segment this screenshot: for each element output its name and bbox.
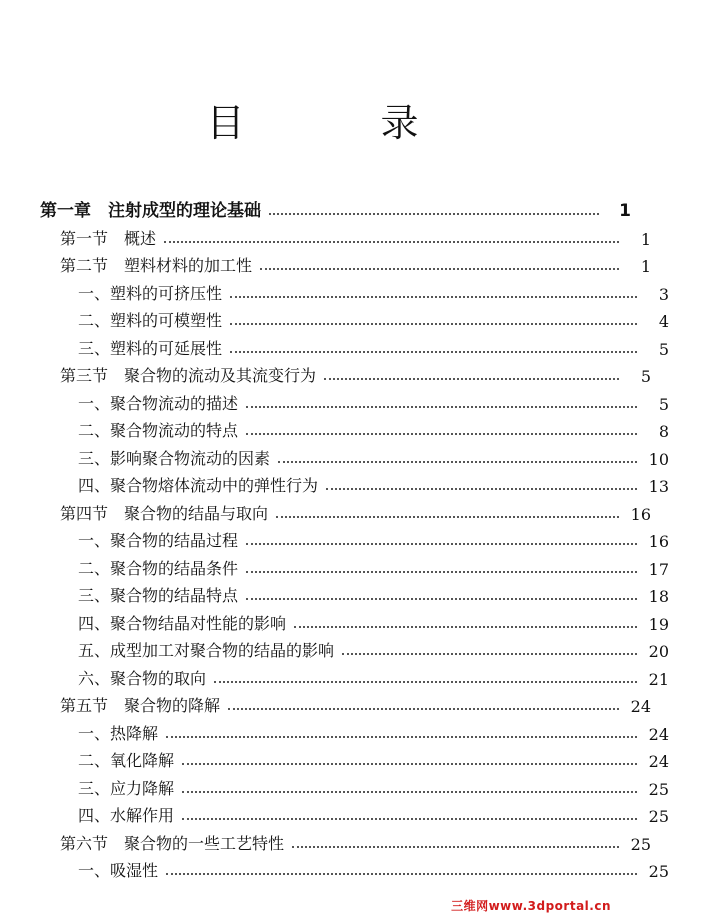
toc-entry-label: 一、吸湿性: [78, 861, 159, 880]
dot-leader: [269, 213, 599, 215]
toc-entry-label: 第四节 聚合物的结晶与取向: [60, 503, 269, 523]
toc-entry-label: 三、塑料的可延展性: [78, 338, 223, 358]
toc-subsection-entry[interactable]: [0, 468, 703, 496]
toc-entry-page: 24: [648, 724, 669, 744]
toc-subsection-entry[interactable]: [0, 853, 703, 881]
dot-leader: [260, 268, 619, 270]
dot-leader: [246, 571, 637, 573]
toc-entry-page: 16: [648, 532, 669, 551]
dot-leader: [342, 653, 637, 655]
toc-subsection-entry[interactable]: [0, 303, 703, 331]
dot-leader: [166, 873, 637, 875]
toc-entry-page: 5: [658, 394, 669, 414]
toc-entry-label: 第一节 概述: [60, 228, 157, 248]
toc-subsection-entry[interactable]: [0, 551, 703, 579]
toc-entry-page: 20: [648, 642, 669, 661]
dot-leader: [166, 736, 637, 738]
dot-leader: [182, 763, 637, 765]
dot-leader: [164, 241, 619, 243]
dot-leader: [294, 626, 637, 628]
toc-entry-label: 二、聚合物的结晶条件: [78, 558, 239, 578]
dot-leader: [246, 433, 637, 435]
dot-leader: [230, 296, 637, 298]
toc-subsection-entry[interactable]: [0, 771, 703, 799]
toc-entry-label: 二、氧化降解: [78, 751, 175, 770]
toc-entry-page: 18: [648, 587, 669, 606]
toc-subsection-entry[interactable]: [0, 633, 703, 661]
toc-entry-label: 二、塑料的可模塑性: [78, 311, 223, 330]
dot-leader: [246, 406, 637, 408]
toc-chapter-entry[interactable]: [0, 193, 665, 221]
toc-entry-page: 25: [630, 834, 651, 854]
toc-entry-page: 5: [640, 367, 651, 386]
toc-entry-page: 24: [648, 752, 669, 771]
toc-entry-label: 三、聚合物的结晶特点: [78, 586, 239, 605]
page-title: 目 录: [206, 101, 481, 145]
dot-leader: [230, 323, 637, 325]
toc-entry-label: 三、影响聚合物流动的因素: [78, 448, 271, 468]
toc-subsection-entry[interactable]: [0, 441, 703, 469]
toc-entry-page: 25: [648, 862, 669, 881]
toc-entry-label: 一、聚合物流动的描述: [78, 393, 239, 413]
toc-subsection-entry[interactable]: [0, 331, 703, 359]
toc-subsection-entry[interactable]: [0, 661, 703, 689]
toc-entry-page: 17: [648, 559, 669, 579]
toc-section-entry[interactable]: [0, 688, 685, 716]
toc-entry-page: 8: [658, 422, 669, 441]
toc-section-entry[interactable]: [0, 826, 685, 854]
toc-entry-label: 第二节 塑料材料的加工性: [60, 256, 253, 275]
dot-leader: [276, 516, 619, 518]
toc-entry-page: 1: [619, 201, 631, 221]
dot-leader: [228, 708, 619, 710]
watermark: 三维网www.3dportal.cn: [451, 899, 611, 913]
toc-entry-page: 21: [648, 669, 669, 689]
toc-entry-label: 第六节 聚合物的一些工艺特性: [60, 833, 285, 853]
dot-leader: [278, 461, 637, 463]
dot-leader: [182, 791, 637, 793]
toc-subsection-entry[interactable]: [0, 578, 703, 606]
toc-section-entry[interactable]: [0, 248, 685, 276]
dot-leader: [292, 846, 619, 848]
dot-leader: [246, 543, 637, 545]
toc-entry-page: 5: [658, 339, 669, 359]
toc-entry-label: 二、聚合物流动的特点: [78, 421, 239, 440]
toc-entry-page: 1: [640, 257, 651, 276]
toc-entry-label: 第三节 聚合物的流动及其流变行为: [60, 366, 317, 385]
dot-leader: [182, 818, 637, 820]
toc-entry-page: 25: [648, 779, 669, 799]
toc-entry-page: 16: [630, 504, 651, 524]
dot-leader: [230, 351, 637, 353]
toc-entry-label: 四、水解作用: [78, 806, 175, 825]
toc-entry-label: 六、聚合物的取向: [78, 668, 207, 688]
toc-subsection-entry[interactable]: [0, 413, 703, 441]
toc-entry-page: 4: [658, 312, 669, 331]
toc-entry-label: 四、聚合物熔体流动中的弹性行为: [78, 476, 319, 495]
dot-leader: [326, 488, 637, 490]
toc-section-entry[interactable]: [0, 221, 685, 249]
dot-leader: [214, 681, 637, 683]
toc-subsection-entry[interactable]: [0, 523, 703, 551]
toc-subsection-entry[interactable]: [0, 276, 703, 304]
toc-entry-label: 三、应力降解: [78, 778, 175, 798]
toc-section-entry[interactable]: [0, 496, 685, 524]
toc-entry-label: 第一章 注射成型的理论基础: [40, 201, 261, 221]
toc-entry-page: 25: [648, 807, 669, 826]
toc-entry-page: 24: [630, 697, 651, 716]
dot-leader: [324, 378, 619, 380]
toc-subsection-entry[interactable]: [0, 606, 703, 634]
toc-entry-label: 第五节 聚合物的降解: [60, 696, 221, 715]
toc-entry-label: 一、塑料的可挤压性: [78, 283, 223, 303]
toc-entry-label: 一、聚合物的结晶过程: [78, 531, 239, 550]
toc-section-entry[interactable]: [0, 358, 685, 386]
toc-entry-page: 19: [648, 614, 669, 634]
toc-entry-page: 10: [648, 449, 669, 469]
dot-leader: [246, 598, 637, 600]
toc-entry-page: 3: [658, 284, 669, 304]
toc-entry-label: 四、聚合物结晶对性能的影响: [78, 613, 287, 633]
toc-entry-label: 五、成型加工对聚合物的结晶的影响: [78, 641, 335, 660]
toc-entry-label: 一、热降解: [78, 723, 159, 743]
toc-subsection-entry[interactable]: [0, 716, 703, 744]
toc-subsection-entry[interactable]: [0, 743, 703, 771]
toc-subsection-entry[interactable]: [0, 386, 703, 414]
toc-subsection-entry[interactable]: [0, 798, 703, 826]
toc-entry-page: 1: [640, 229, 651, 249]
toc-entry-page: 13: [648, 477, 669, 496]
